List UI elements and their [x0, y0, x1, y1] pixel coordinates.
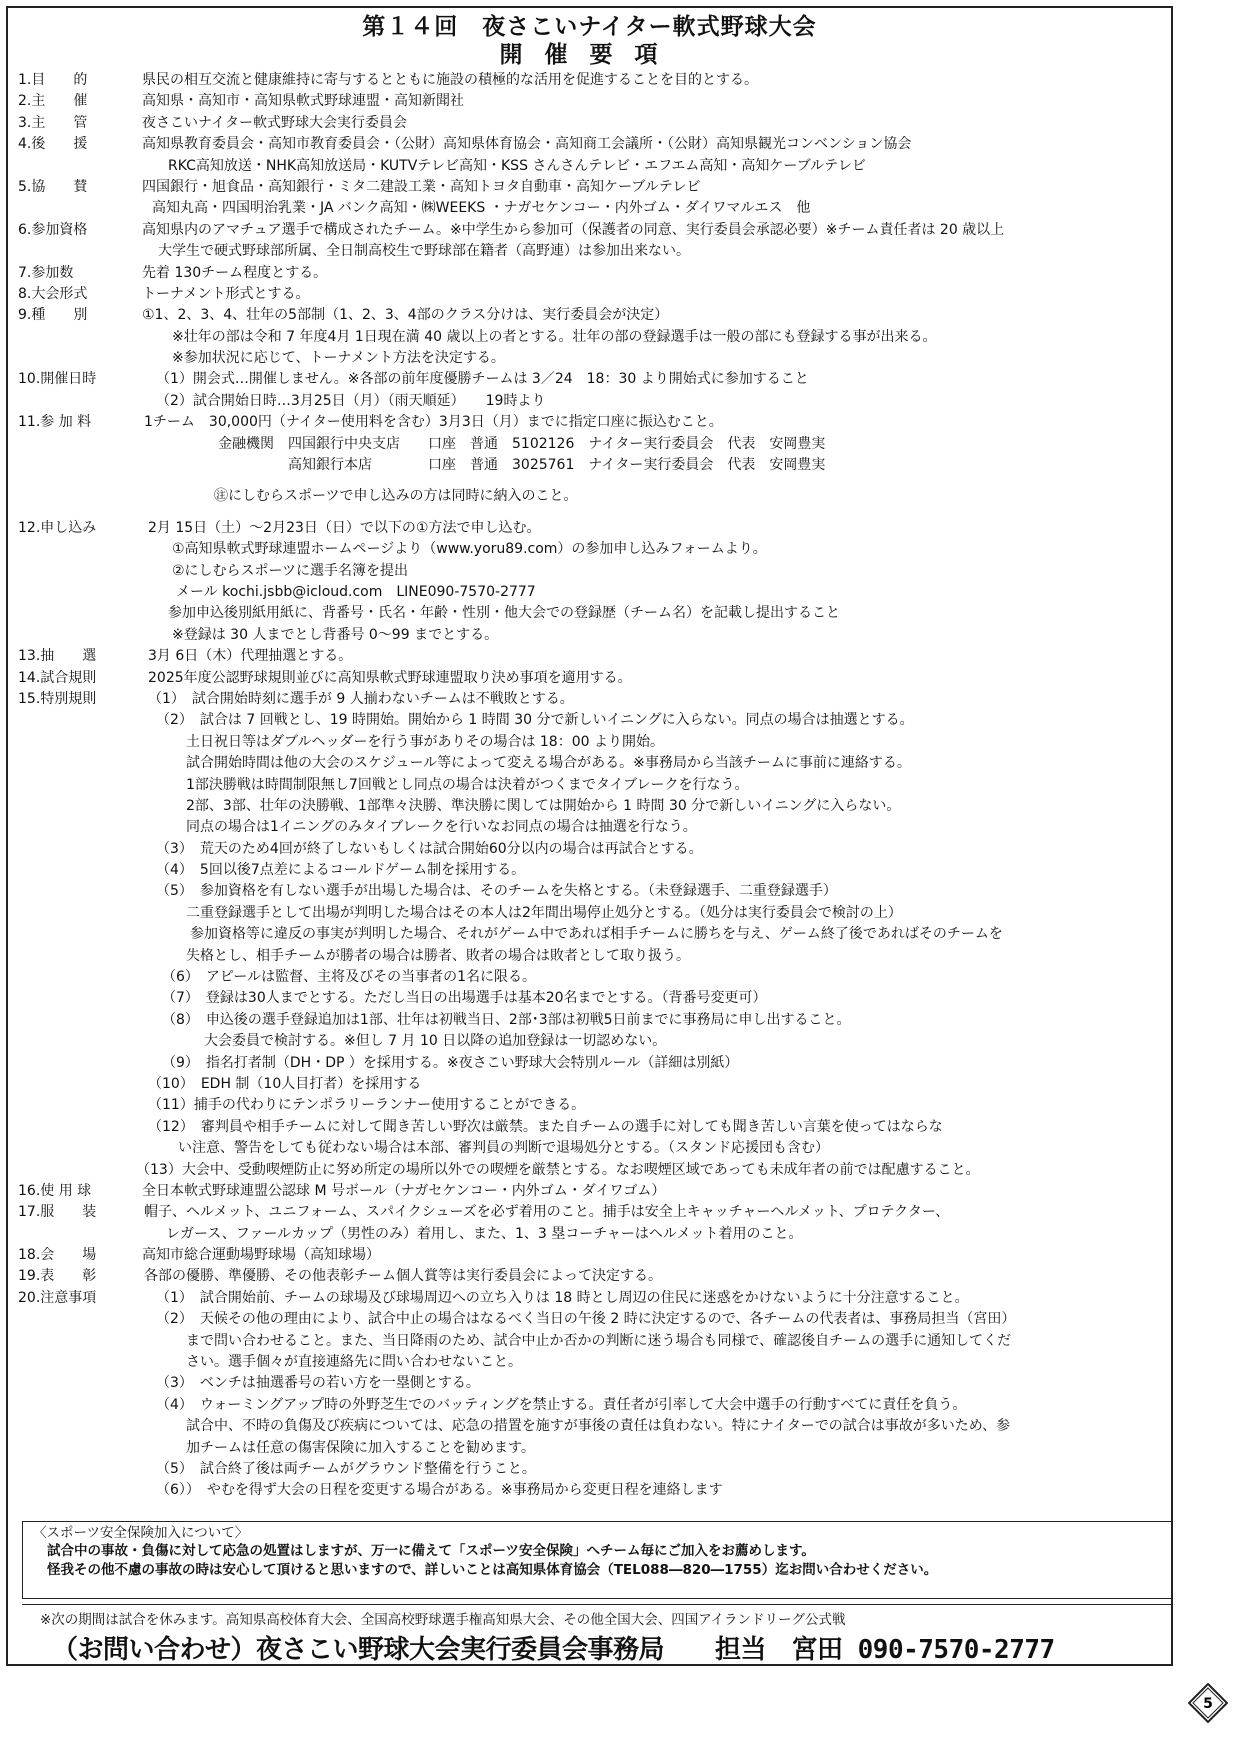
requirement-line: [18, 391, 1163, 412]
requirement-line: [18, 881, 1163, 902]
requirement-line: [18, 775, 1163, 796]
section-text: ㊟にしむらスポーツで申し込みの方は同時に納入のこと。: [214, 488, 578, 505]
requirement-line: [18, 924, 1163, 945]
section-heading: 14.試合規則: [18, 669, 97, 686]
section-heading: 17.服 装: [18, 1204, 97, 1221]
requirement-line: [18, 561, 1163, 582]
requirement-line: [18, 369, 1163, 390]
requirement-line: [18, 113, 1163, 134]
section-text: 帽子、ヘルメット、ユニフォーム、スパイクシューズを必ず着用のこと。捕手は安全上キャッチャーヘルメット、プロテクター、: [144, 1204, 950, 1221]
requirement-line: [18, 327, 1163, 348]
requirement-line: [18, 668, 1163, 689]
requirement-line: [18, 1138, 1163, 1159]
section-heading: 4.後 援: [18, 136, 88, 153]
section-text: 金融機関 四国銀行中央支店 口座 普通 5102126 ナイター実行委員会 代表 安岡豊実: [218, 435, 826, 452]
page-number: 5: [1203, 1696, 1213, 1712]
requirement-line: [18, 412, 1163, 433]
section-text: （6）） やむを得ず大会の日程を変更する場合がある。※事務局から変更日程を連絡します: [156, 1482, 723, 1499]
section-heading: 5.協 賛: [18, 178, 88, 195]
section-heading: 12.申し込み: [18, 519, 97, 536]
section-text: 高知県・高知市・高知県軟式野球連盟・高知新聞社: [142, 93, 464, 110]
section-text: トーナメント形式とする。: [142, 285, 310, 302]
section-text: メール kochi.jsbb@icloud.com LINE090‐7570‐2777: [176, 583, 536, 600]
section-text: （4） ウォーミングアップ時の外野芝生でのバッティングを禁止する。責任者が引率して大会中選手の行動すべてに責任を負う。: [156, 1396, 967, 1413]
section-text: 高知県内のアマチュア選手で構成されたチーム。※中学生から参加可（保護者の同意、実行委員会承認必要）※チーム責任者は 20 歳以上: [142, 221, 1005, 238]
insurance-box: [22, 1521, 1172, 1599]
requirement-line: [18, 1010, 1163, 1031]
requirement-line: [18, 689, 1163, 710]
section-text: （7） 登録は30人までとする。ただし当日の出場選手は基本20名までとする。（背番号変更可）: [162, 990, 767, 1007]
section-text: い注意、警告をしても従わない場合は本部、審判員の判断で退場処分とする。（スタンド応援団も含む）: [178, 1140, 829, 1157]
section-text: （12） 審判員や相手チームに対して聞き苦しい野次は厳禁。また自チームの選手に対しても聞き苦しい言葉を使ってはならな: [148, 1118, 943, 1135]
section-text: 1部決勝戦は時間制限無し7回戦とし同点の場合は決着がつくまでタイブレークを行なう。: [186, 776, 749, 793]
requirement-line: [18, 455, 1163, 476]
requirement-line: [18, 486, 1163, 507]
document-frame: [6, 6, 1173, 1666]
section-heading: 6.参加資格: [18, 221, 88, 238]
section-text: （3） 荒天のため4回が終了しないもしくは試合開始60分以内の場合は再試合とする。: [156, 840, 703, 857]
section-text: ※登録は 30 人までとし背番号 0～99 までとする。: [172, 626, 499, 643]
requirement-line: [18, 1352, 1163, 1373]
insurance-text: 試合中の事故・負傷に対して応急の処置はしますが、万一に備えて「スポーツ安全保険」へチーム毎にご加入をお薦めします。: [47, 1543, 815, 1559]
section-text: （6） アピールは監督、主将及びその当事者の1名に限る。: [162, 969, 536, 986]
section-text: （5） 試合終了後は両チームがグラウンド整備を行うこと。: [156, 1461, 536, 1477]
section-text: 試合開始時間は他の大会のスケジュール等によって変える場合がある。※事務局から当該チームに事前に連絡する。: [186, 755, 911, 772]
requirement-line: [18, 796, 1163, 817]
requirement-line: [18, 348, 1163, 369]
section-text: 失格とし、相手チームが勝者の場合は勝者、敗者の場合は敗者として取り扱う。: [186, 947, 690, 964]
section-text: （2） 試合は 7 回戦とし、19 時開始。開始から 1 時間 30 分で新しいイニングに入らない。同点の場合は抽選とする。: [156, 712, 914, 729]
requirement-line: [18, 732, 1163, 753]
section-heading: 8.大会形式: [18, 285, 88, 302]
requirement-line: [18, 946, 1163, 967]
requirement-line: [18, 1245, 1163, 1266]
section-text: 大学生で硬式野球部所属、全日制高校生で野球部在籍者（高野連）は参加出来ない。: [158, 243, 690, 260]
requirement-line: [18, 603, 1163, 624]
requirement-line: [18, 1309, 1163, 1330]
requirement-line: [18, 284, 1163, 305]
section-heading: 7.参加数: [18, 264, 74, 281]
page-number-badge: [1188, 1683, 1228, 1723]
requirement-line: [18, 518, 1163, 539]
insurance-heading: 〈スポーツ安全保険加入について〉: [33, 1525, 249, 1541]
section-text: 二重登録選手として出場が判明した場合はその本人は2年間出場停止処分とする。（処分は実行委員会で検討の上）: [186, 904, 902, 921]
section-text: 四国銀行・旭食品・高知銀行・ミタ二建設工業・高知トヨタ自動車・高知ケーブルテレビ: [142, 178, 701, 195]
page-title: 第１４回 夜さこいナイター軟式野球大会: [362, 14, 817, 40]
section-text: 先着 130チーム程度とする。: [142, 264, 328, 281]
section-heading: 9.種 別: [18, 307, 88, 324]
off-period-note: ※次の期間は試合を休みます。高知県高校体育大会、全国高校野球選手権高知県大会、その他全国大会、四国アイランドリーグ公式戦: [40, 1612, 846, 1628]
requirement-line: [18, 263, 1163, 284]
requirement-line: [18, 434, 1163, 455]
section-text: （5） 参加資格を有しない選手が出場した場合は、そのチームを失格とする。（未登録選手、二重登録選手）: [156, 883, 837, 900]
requirement-line: [18, 1266, 1163, 1287]
requirement-line: [18, 1395, 1163, 1416]
section-text: （9） 指名打者制（DH・DP ）を採用する。※夜さこい野球大会特別ルール（詳細は別紙）: [162, 1054, 739, 1071]
requirement-line: [18, 1438, 1163, 1459]
section-text: （8） 申込後の選手登録追加は1部、壮年は初戦当日、2部･3部は初戦5日前までに事務局に申し出すること。: [162, 1011, 851, 1028]
requirement-line: [18, 241, 1163, 262]
section-text: 3月 6日（木）代理抽選とする。: [148, 648, 353, 665]
section-text: 参加申込後別紙用紙に、背番号・氏名・年齢・性別・他大会での登録歴（チーム名）を記載し提出すること: [168, 605, 840, 622]
requirement-line: [18, 646, 1163, 667]
section-text: ※壮年の部は令和 7 年度4月 1日現在満 40 歳以上の者とする。壮年の部の登録選手は一般の部にも登録する事が出来る。: [172, 328, 937, 345]
section-text: 土日祝日等はダブルヘッダーを行う事がありその場合は 18：00 より開始。: [186, 733, 664, 750]
contact-info: （お問い合わせ）夜さこい野球大会実行委員会事務局 担当 宮田 090‐7570‐2777: [52, 1635, 1055, 1665]
section-heading: 11.参 加 料: [18, 414, 92, 431]
requirements-list: [18, 70, 1163, 1502]
section-text: 参加資格等に違反の事実が判明した場合、それがゲーム中であれば相手チームに勝ちを与え、ゲーム終了後であればそのチームを: [190, 926, 1003, 943]
section-text: 夜さこいナイター軟式野球大会実行委員会: [142, 114, 408, 131]
footer-area: [22, 1604, 1172, 1669]
requirement-line: [18, 1074, 1163, 1095]
section-text: 2部、3部、壮年の決勝戦、1部準々決勝、準決勝に関しては開始から 1 時間 30 分で新しいイニングに入らない。: [186, 797, 901, 814]
section-heading: 13.抽 選: [18, 648, 97, 665]
requirement-line: [18, 198, 1163, 219]
section-text: まで問い合わせること。また、当日降雨のため、試合中止か否かの判断に迷う場合も同様で、確認後自チームの選手に通知してくだ: [186, 1332, 1012, 1349]
requirement-line: [18, 305, 1163, 326]
requirement-line: [18, 839, 1163, 860]
requirement-line: [18, 710, 1163, 731]
section-text: 2025年度公認野球規則並びに高知県軟式野球連盟取り決め事項を適用する。: [148, 669, 632, 686]
requirement-line: [18, 539, 1163, 560]
requirement-line: [18, 1331, 1163, 1352]
requirement-line: [18, 1416, 1163, 1437]
section-text: （1） 試合開始時刻に選手が 9 人揃わないチームは不戦敗とする。: [148, 690, 574, 707]
section-text: 試合中、不時の負傷及び疾病については、応急の措置を施すが事後の責任は負わない。特にナイターでの試合は事故が多いため、参: [186, 1418, 1011, 1435]
section-text: さい。選手個々が直接連絡先に問い合わせないこと。: [186, 1354, 522, 1371]
section-text: 高知銀行本店 口座 普通 3025761 ナイター実行委員会 代表 安岡豊実: [218, 457, 826, 474]
section-heading: 19.表 彰: [18, 1268, 97, 1285]
section-text: （2）試合開始日時…3月25日（月）（雨天順延） 19時より: [156, 392, 546, 409]
requirement-line: [18, 1480, 1163, 1501]
section-text: （1） 試合開始前、チームの球場及び球場周辺への立ち入りは 18 時とし周辺の住民に迷惑をかけないように十分注意すること。: [156, 1289, 969, 1306]
section-text: RKC高知放送・NHK高知放送局・KUTVテレビ高知・KSS さんさんテレビ・エフエム高知・高知ケーブルテレビ: [168, 157, 866, 174]
section-text: （4） 5回以後7点差によるコールドゲーム制を採用する。: [156, 862, 526, 879]
section-heading: 3.主 管: [18, 114, 88, 131]
section-text: レガース、ファールカップ（男性のみ）着用し、また、1、3 塁コーチャーはヘルメット着用のこと。: [166, 1225, 803, 1242]
requirement-line: [18, 817, 1163, 838]
section-text: 加チームは任意の傷害保険に加入することを勧めます。: [186, 1439, 535, 1456]
requirement-line: [18, 903, 1163, 924]
section-heading: 2.主 催: [18, 93, 88, 110]
section-text: 高知丸高・四国明治乳業・JA バンク高知・㈱WEEKS ・ナガセケンコー・内外ゴム・ダイワマルエス 他: [152, 200, 811, 217]
section-text: 高知県教育委員会・高知市教育委員会・（公財）高知県体育協会・高知商工会議所・（公財）高知県観光コンベンション協会: [142, 136, 912, 153]
section-heading: 1.目 的: [18, 72, 88, 88]
requirement-line: [18, 753, 1163, 774]
line-spacer: [18, 508, 1163, 518]
section-text: 全日本軟式野球連盟公認球 M 号ボール（ナガセケンコー・内外ゴム・ダイワゴム）: [142, 1182, 666, 1199]
requirement-line: [18, 1181, 1163, 1202]
requirement-line: [18, 156, 1163, 177]
requirement-line: [18, 1202, 1163, 1223]
requirement-line: [18, 70, 1163, 91]
section-text: 2月 15日（土）～2月23日（日）で以下の①方法で申し込む。: [148, 519, 541, 536]
requirement-line: [18, 1160, 1163, 1181]
section-text: 同点の場合は1イニングのみタイブレークを行いなお同点の場合は抽選を行なう。: [186, 819, 697, 836]
section-text: （1）開会式…開催しません。※各部の前年度優勝チームは 3／24 18：30 より開始式に参加すること: [156, 371, 809, 388]
section-text: （11）捕手の代わりにテンポラリーランナー使用することができる。: [148, 1097, 586, 1114]
requirement-line: [18, 1373, 1163, 1394]
section-text: 各部の優勝、準優勝、その他表彰チーム個人賞等は実行委員会によって決定する。: [144, 1268, 662, 1285]
page-subtitle: 開催要項: [499, 42, 680, 68]
requirement-line: [18, 1117, 1163, 1138]
requirement-line: [18, 91, 1163, 112]
requirement-line: [18, 988, 1163, 1009]
section-text: ※参加状況に応じて、トーナメント方法を決定する。: [172, 350, 505, 367]
requirement-line: [18, 220, 1163, 241]
section-text: （3） ベンチは抽選番号の若い方を一塁側とする。: [156, 1375, 480, 1392]
section-text: ②にしむらスポーツに選手名簿を提出: [172, 562, 408, 579]
requirement-line: [18, 134, 1163, 155]
requirement-line: [18, 1459, 1163, 1480]
requirement-line: [18, 625, 1163, 646]
section-text: ①1、2、3、4、壮年の5部制（1、2、3、4部のクラス分けは、実行委員会が決定）: [142, 307, 669, 324]
requirement-line: [18, 1031, 1163, 1052]
section-heading: 18.会 場: [18, 1247, 97, 1264]
section-heading: 10.開催日時: [18, 371, 97, 388]
line-spacer: [18, 476, 1163, 486]
insurance-text: 怪我その他不慮の事故の時は安心して頂けると思いますので、詳しいことは高知県体育協会（TEL088―820―1755）迄お問い合わせください。: [47, 1562, 938, 1578]
requirement-line: [18, 967, 1163, 988]
section-text: 高知市総合運動場野球場（高知球場）: [142, 1247, 380, 1264]
section-text: 県民の相互交流と健康維持に寄与するとともに施設の積極的な活用を促進することを目的とする。: [142, 72, 758, 88]
requirement-line: [18, 860, 1163, 881]
section-heading: 20.注意事項: [18, 1289, 97, 1306]
requirement-line: [18, 1288, 1163, 1309]
requirement-line: [18, 177, 1163, 198]
section-text: （13）大会中、受動喫煙防止に努め所定の場所以外での喫煙を厳禁とする。なお喫煙区域であっても未成年者の前では配慮すること。: [136, 1161, 980, 1178]
section-text: 大会委員で検討する。※但し 7 月 10 日以降の追加登録は一切認めない。: [204, 1033, 667, 1050]
requirement-line: [18, 582, 1163, 603]
requirement-line: [18, 1095, 1163, 1116]
section-text: （10） EDH 制（10人目打者）を採用する: [148, 1075, 422, 1092]
section-text: 1チーム 30,000円（ナイター使用料を含む）3月3日（月）までに指定口座に振込むこと。: [144, 414, 723, 431]
requirement-line: [18, 1053, 1163, 1074]
requirement-line: [18, 1224, 1163, 1245]
section-heading: 16.使 用 球: [18, 1182, 92, 1199]
section-heading: 15.特別規則: [18, 690, 97, 707]
section-text: ①高知県軟式野球連盟ホームページより（www.yoru89.com）の参加申し込みフォームより。: [172, 541, 767, 558]
section-text: （2） 天候その他の理由により、試合中止の場合はなるべく当日の午後 2 時に決定するので、各チームの代表者は、事務局担当（宮田）: [156, 1311, 1016, 1328]
